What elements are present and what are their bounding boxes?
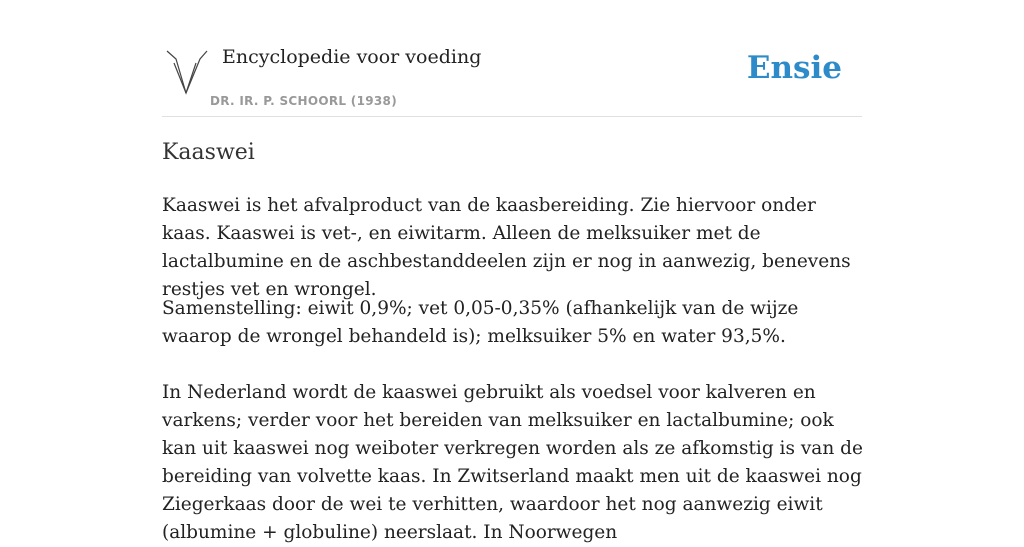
entry-paragraph: Samenstelling: eiwit 0,9%; vet 0,05-0,35% (afhankelijk van de wijze waarop de wrongel behandeld is); melksuiker 5% en water 93,5%. [162,298,799,347]
header [162,40,862,117]
entry-paragraph: Kaaswei is het afvalproduct van de kaasbereiding. Zie hiervoor onder kaas. Kaaswei is vet-, en eiwitarm. Alleen de melksuiker met de lactalbumine en de aschbestanddeelen zijn er nog in aanwezig, benevens restjes vet en wrongel. [162,195,851,300]
entry-paragraph: In Nederland wordt de kaaswei gebruikt als voedsel voor kalveren en varkens; verder voor het bereiden van melksuiker en lactalbumine; ook kan uit kaaswei nog weiboter verkregen worden als ze afkomstig is van de bereiding van volvette kaas. In Zwitserland maakt men uit de kaaswei nog Ziegerkaas door de wei te verhitten, waardoor het nog aanwezig eiwit (albumine + globuline) neerslaat. In Noorwegen [162,382,863,543]
book-title[interactable]: Encyclopedie voor voeding [222,46,482,68]
v-logo-icon[interactable] [166,49,208,97]
book-author: DR. IR. P. SCHOORL (1938) [210,94,397,108]
entry-title: Kaaswei [162,140,255,165]
brand-logo[interactable]: Ensie [746,50,842,86]
